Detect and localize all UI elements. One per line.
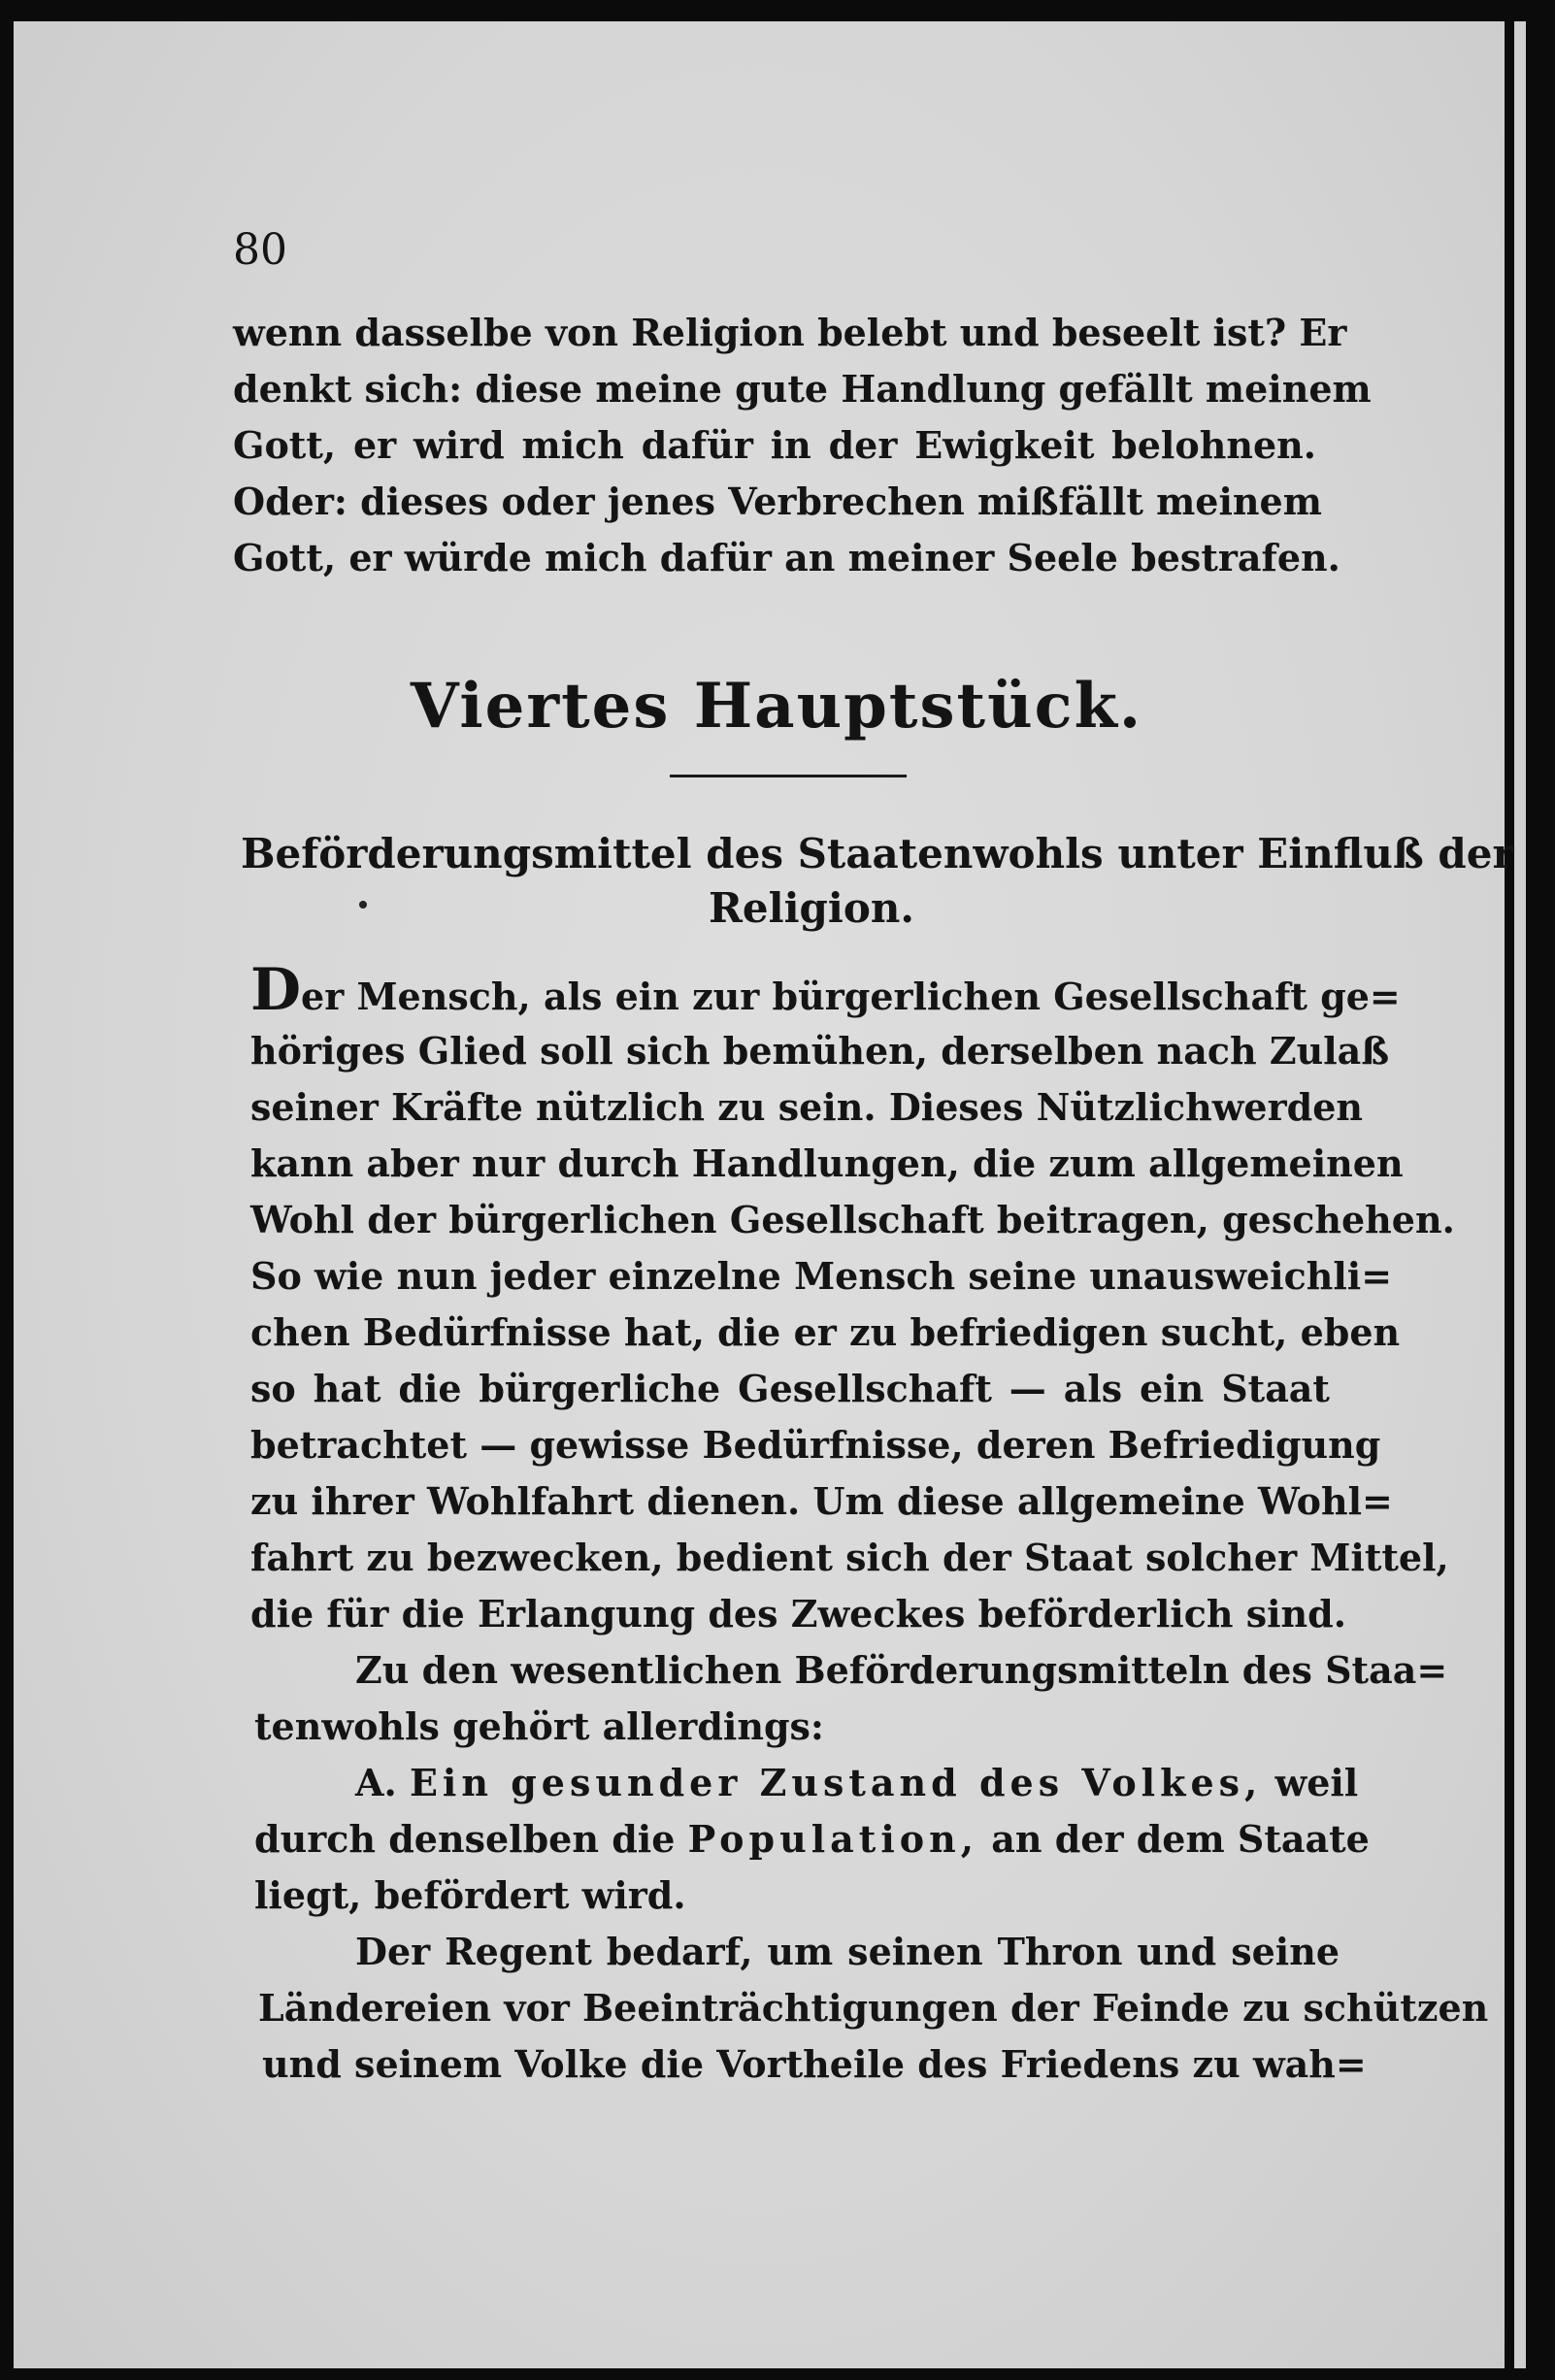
text-line: Ländereien vor Beeinträchtigungen der Feinde zu schützen	[258, 1986, 1489, 2030]
heading-rule	[670, 775, 907, 777]
text-line: fahrt zu bezwecken, bedient sich der Staat solcher Mittel,	[250, 1536, 1449, 1579]
list-item-a-line	[254, 1815, 1370, 1864]
page-number: 80	[233, 225, 287, 275]
text-span: weil	[1274, 1761, 1359, 1804]
section-subtitle-line: Beförderungsmittel des Staatenwohls unter Einfluß der	[241, 830, 1514, 877]
text-line: tenwohls gehört allerdings:	[254, 1704, 824, 1748]
text-line: Gott, er würde mich dafür an meiner Seele bestrafen.	[233, 536, 1340, 579]
paragraph-first-line	[250, 956, 1401, 1025]
text-span: an der dem Staate	[991, 1817, 1370, 1861]
text-line: Oder: dieses oder jenes Verbrechen mißfällt meinem	[233, 479, 1322, 523]
text-line: höriges Glied soll sich bemühen, derselben nach Zulaß	[250, 1029, 1390, 1073]
emphasized-word: Population,	[687, 1817, 978, 1861]
text-line: betrachtet — gewisse Bedürfnisse, deren Befriedigung	[250, 1423, 1381, 1467]
print-speck	[359, 901, 367, 909]
text-line: so hat die bürgerliche Gesellschaft — als ein Staat	[250, 1367, 1330, 1410]
text-line: zu ihrer Wohlfahrt dienen. Um diese allgemeine Wohl=	[250, 1479, 1393, 1523]
text-line: seiner Kräfte nützlich zu sein. Dieses Nützlichwerden	[250, 1085, 1363, 1129]
text-line: kann aber nur durch Handlungen, die zum allgemeinen	[250, 1141, 1404, 1185]
page-edge	[1514, 21, 1526, 2368]
text-line: die für die Erlangung des Zweckes beförderlich sind.	[250, 1592, 1346, 1636]
text-line: chen Bedürfnisse hat, die er zu befriedigen sucht, eben	[250, 1310, 1401, 1354]
section-subtitle-line: Religion.	[709, 884, 915, 932]
text-line: Wohl der bürgerlichen Gesellschaft beitragen, geschehen.	[250, 1198, 1455, 1241]
chapter-title: Viertes Hauptstück.	[410, 670, 1143, 743]
text-span: er Mensch, als ein zur bürgerlichen Gesellschaft ge=	[301, 975, 1401, 1018]
list-item-label: A.	[355, 1761, 397, 1804]
drop-cap: D	[250, 956, 302, 1024]
emphasized-phrase: Ein gesunder Zustand des Volkes,	[409, 1761, 1263, 1804]
text-line: Der Regent bedarf, um seinen Thron und seine	[355, 1930, 1340, 1973]
list-item-a-line	[355, 1759, 1359, 1807]
text-line: So wie nun jeder einzelne Mensch seine unausweichli=	[250, 1254, 1393, 1298]
text-line: wenn dasselbe von Religion belebt und beseelt ist? Er	[233, 311, 1347, 354]
text-line: Gott, er wird mich dafür in der Ewigkeit belohnen.	[233, 423, 1316, 467]
text-line: denkt sich: diese meine gute Handlung gefällt meinem	[233, 367, 1372, 411]
text-line: und seinem Volke die Vortheile des Friedens zu wah=	[262, 2042, 1367, 2086]
text-span: durch denselben die	[254, 1817, 676, 1861]
text-line: liegt, befördert wird.	[254, 1873, 686, 1917]
text-line: Zu den wesentlichen Beförderungsmitteln des Staa=	[355, 1648, 1448, 1692]
